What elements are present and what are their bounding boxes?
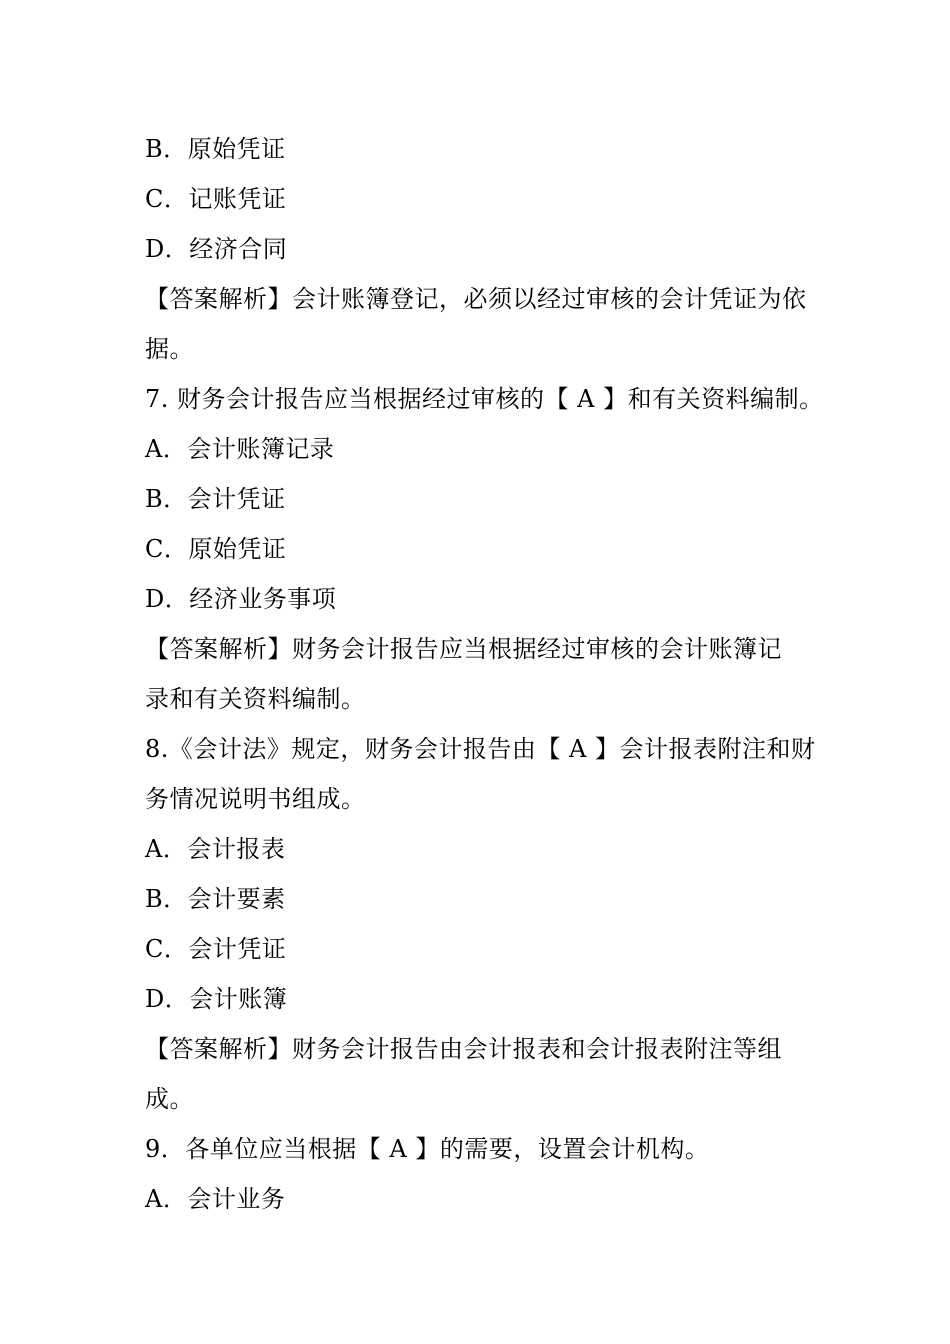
answer-analysis-q7-cont: 录和有关资料编制。 — [145, 685, 366, 713]
option-c-q7: C．原始凭证 — [145, 535, 287, 563]
option-c-q8: C．会计凭证 — [145, 935, 287, 963]
question-8-cont: 务情况说明书组成。 — [145, 785, 366, 813]
option-a-q8: A．会计报表 — [145, 835, 286, 863]
option-d-q8: D．会计账簿 — [145, 985, 288, 1013]
question-7: 7. 财务会计报告应当根据经过审核的【 A 】和有关资料编制。 — [145, 385, 824, 413]
option-b-q8: B．会计要素 — [145, 885, 286, 913]
option-c-q6: C．记账凭证 — [145, 185, 287, 213]
answer-analysis-q7: 【答案解析】财务会计报告应当根据经过审核的会计账簿记 — [145, 635, 782, 663]
answer-analysis-q6-cont: 据。 — [145, 335, 194, 363]
option-a-q9: A．会计业务 — [145, 1185, 286, 1213]
answer-analysis-q8-cont: 成。 — [145, 1085, 194, 1113]
option-d-q6: D．经济合同 — [145, 235, 288, 263]
question-8: 8.《会计法》规定，财务会计报告由【 A 】会计报表附注和财 — [145, 735, 816, 763]
answer-analysis-q6: 【答案解析】会计账簿登记，必须以经过审核的会计凭证为依 — [145, 285, 807, 313]
option-b-q6: B．原始凭证 — [145, 135, 286, 163]
option-d-q7: D．经济业务事项 — [145, 585, 337, 613]
answer-analysis-q8: 【答案解析】财务会计报告由会计报表和会计报表附注等组 — [145, 1035, 782, 1063]
document-body — [145, 124, 824, 1224]
option-b-q7: B．会计凭证 — [145, 485, 286, 513]
option-a-q7: A．会计账簿记录 — [145, 435, 335, 463]
question-9: 9．各单位应当根据【 A 】的需要，设置会计机构。 — [145, 1135, 710, 1163]
